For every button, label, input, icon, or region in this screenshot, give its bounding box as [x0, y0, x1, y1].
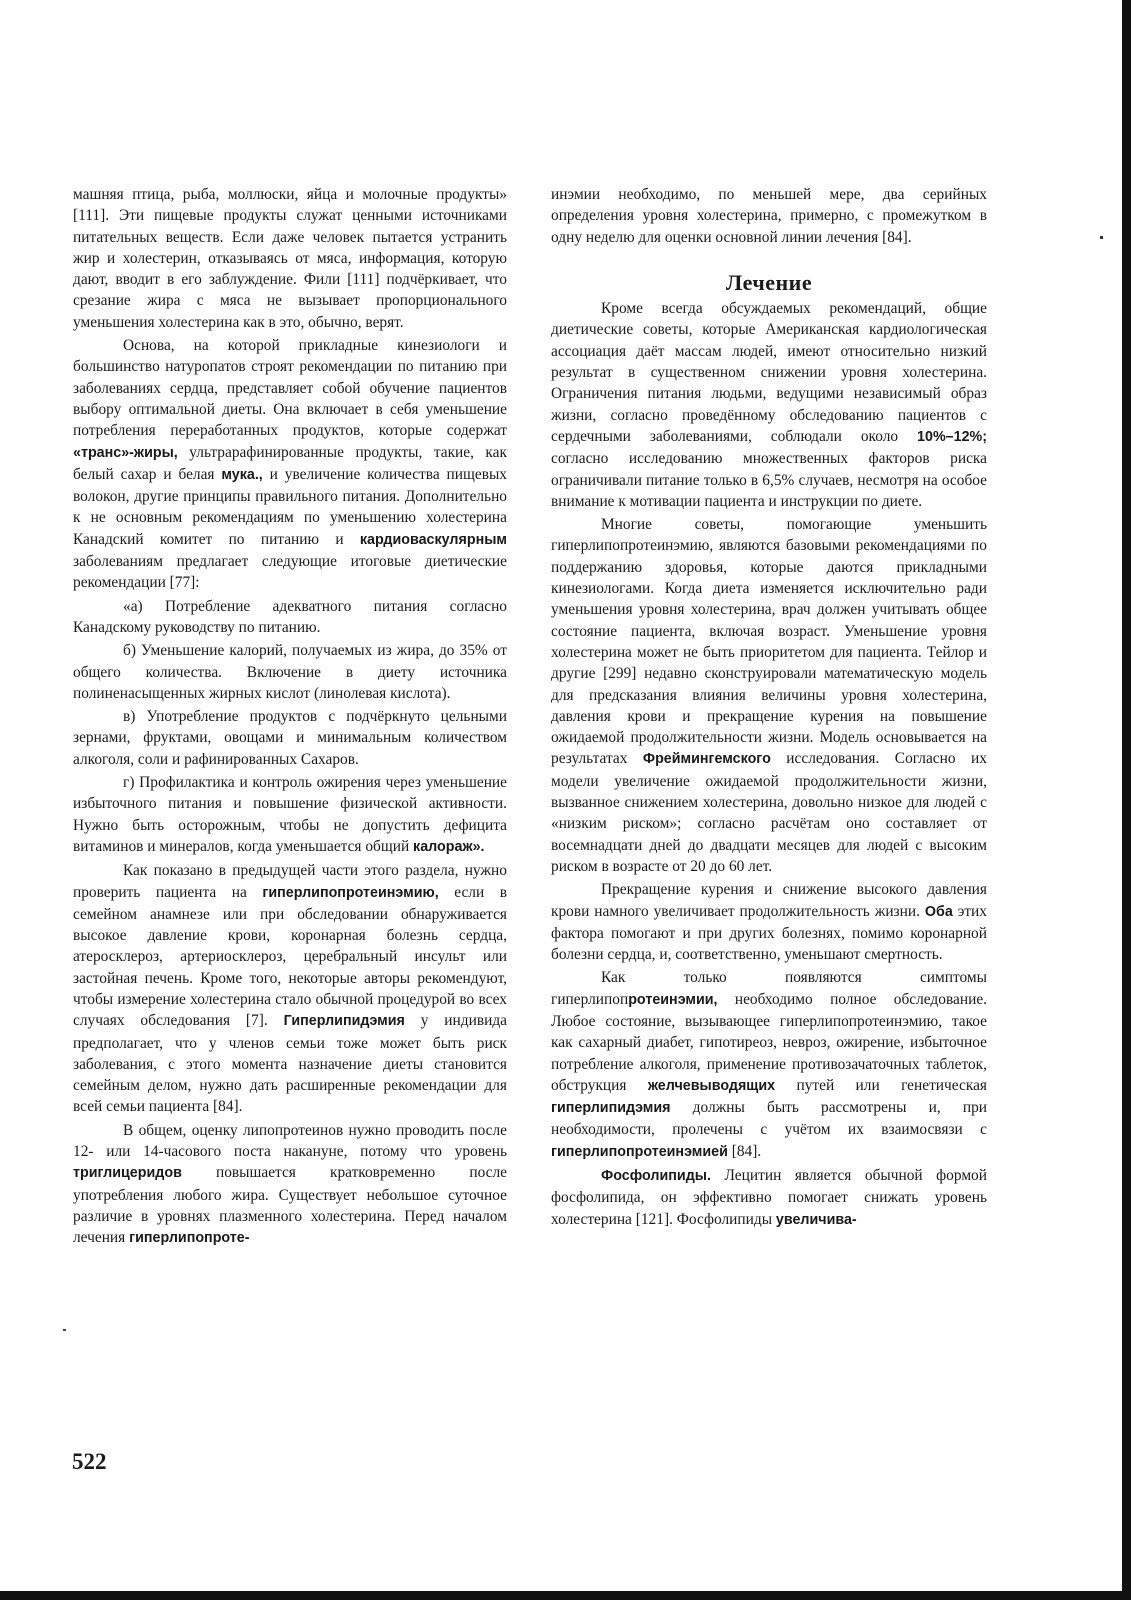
bold-term: гиперлипидэмия [551, 1100, 671, 1117]
text-run: повышается кратковременно после употребления любого жира. Существует небольшое суточное различие в уровнях плазменного холестерина. Перед началом лечения [73, 1164, 507, 1247]
text-run: «а) Потребление адекватного питания согласно Канадскому руководству по питанию. [73, 597, 507, 636]
text-run: машняя птица, рыба, моллюски, яйца и молочные продукты» [111]. Эти пищевые продукты служат ценными источниками питательных веществ. Если даже человек пытается устранить жир и холестерин, отказываясь от мяса, информация, которую дают, вводит в его заблуждение. Фили [111] подчёркивает, что срезание жира с мяса не вызывает пропорционального уменьшения холестерина как в это, обычно, верят. [73, 186, 507, 331]
text-run: этих фактора помогают и при других болезнях, помимо коронарной болезни сердца, и, соответственно, уменьшают смертность. [551, 902, 987, 964]
text-run: необходимо полное обследование. Любое состояние, вызывающее гиперлипопротеинэмию, такое как сахарный диабет, гипотиреоз, невроз, ожирение, избыточное потребление алкоголя, применение противозачаточных таблеток, обструкция [551, 990, 987, 1094]
paragraph [551, 879, 987, 965]
text-run: в) Употребление продуктов с подчёркнуто цельными зернами, фруктами, овощами и минимальным количеством алкоголя, соли и рафинированных Сахаров. [73, 708, 507, 768]
section-title: Лечение [725, 269, 813, 295]
text-run: Кроме всегда обсуждаемых рекомендаций, общие диетические советы, которые Американская кардиологическая ассоциация даёт массам людей, имеют относительно низкий результат в существенном снижении уровня холестерина. Ограничения питания людьми, ведущими независимый образ жизни, согласно проведённому обследованию пациентов с сердечными заболеваниями, соблюдали около [551, 300, 987, 445]
text-run: заболеваниям предлагает следующие итоговые диетические рекомендации [77]: [73, 553, 507, 592]
text-run: Как только появляются симптомы гиперлипоп [551, 969, 987, 1008]
text-run: В общем, оценку липопротеинов нужно проводить после 12- или 14-часового поста накануне, потому что уровень [73, 1121, 507, 1161]
paragraph [73, 860, 507, 1118]
list-item [73, 706, 507, 770]
bold-term: ротеинэмии, [628, 991, 718, 1008]
scan-speck [1100, 236, 1103, 239]
text-run: путей или генетическая [775, 1076, 987, 1094]
scan-edge-right [1122, 0, 1131, 1600]
paragraph [551, 298, 987, 512]
bold-term: калораж». [413, 838, 485, 855]
left-column [73, 184, 507, 1252]
text-run: должны быть рассмотрены и, при необходимости, пролечены с учётом их взаимосвязи с [551, 1099, 987, 1139]
bold-term: Фреймингемского [642, 751, 771, 768]
bold-term: кардиоваскулярным [359, 531, 507, 548]
bold-term: 10%–12%; [917, 428, 987, 445]
paragraph [73, 335, 507, 594]
paragraph [551, 1165, 987, 1231]
bold-term: «транс»-жиры, [73, 444, 178, 461]
bold-term: мука., [221, 466, 263, 483]
bold-term: гиперлипопротеинэмию, [262, 884, 439, 901]
list-item [73, 596, 507, 639]
list-item [73, 772, 507, 858]
text-run: Многие советы, помогающие уменьшить гиперлипопротеинэмию, являются базовыми рекомендациями по поддержанию здоровья, которые даются прикладными кинезиологами. Когда диета изменяется исключительно ради уменьшения уровня холестерина, врач должен учитывать общее состояние пациента, включая возраст. Уменьшение уровня холестерина может не быть приоритетом для пациента. Тейлор и другие [299] недавно сконструировали математическую модель для предсказания влияния величины уровня холестерина, давления крови и прекращение курения на повышение ожидаемой продолжительности жизни. Модель основывается на результатах [551, 516, 987, 768]
bold-term: гиперлипопроте- [129, 1230, 250, 1247]
page-number: 522 [72, 1449, 107, 1474]
bold-term: увеличива- [775, 1211, 857, 1228]
right-column [551, 184, 987, 1233]
text-run: г) Профилактика и контроль ожирения через уменьшение избыточного питания и повышение физической активности. Нужно быть осторожным, чтобы не допустить дефицита витаминов и минералов, когда уменьшается общий [73, 774, 507, 855]
text-run: у индивида предполагает, что у членов семьи тоже может быть риск заболевания, с этого момента назначение диеты становится семейным делом, нужно дать расширенные рекомендации для всей семьи пациента [84]. [73, 1012, 507, 1116]
bold-term: Оба [924, 903, 953, 920]
text-run: Основа, на которой прикладные кинезиологи и большинство натуропатов строят рекомендации по питанию при заболеваниях сердца, представляет собой обучение пациентов выбору оптимальной диеты. Она включает в себя уменьшение потребления переработанных продуктов, которые содержат [73, 337, 507, 440]
bold-term: Гиперлипидэмия [283, 1013, 405, 1030]
paragraph [551, 184, 987, 248]
paragraph [551, 514, 987, 877]
text-run: исследования. Согласно их модели увеличение ожидаемой продолжительности жизни, вызванное снижением холестерина, довольно низкое для людей с «низким риском»; согласно расчётам оно составляет от восемнадцати дней до двадцати месяцев для людей с высоким риском в возрасте от 20 до 60 лет. [551, 750, 987, 875]
paragraph [551, 967, 987, 1163]
list-item [73, 640, 507, 704]
scan-edge-bottom [0, 1591, 1131, 1600]
bold-term: Фосфолипиды. [601, 1168, 711, 1185]
text-run: и увеличение количества пищевых волокон, другие принципы правильного питания. Дополнительно к не основным рекомендациям по уменьшению холестерина Канадский комитет по питанию и [73, 465, 507, 548]
text-run: ультрарафинированные продукты, такие, как белый сахар и белая [73, 443, 507, 483]
text-run: Лецитин является обычной формой фосфолипида, он эффективно помогает снижать уровень холестерина [121]. Фосфолипиды [551, 1167, 987, 1228]
bold-term: желчевыводящих [647, 1077, 776, 1094]
text-run: б) Уменьшение калорий, получаемых из жира, до 35% от общего количества. Включение в диету источника полиненасыщенных жирных кислот (линолевая кислота). [73, 642, 507, 702]
paragraph [73, 1120, 507, 1250]
text-run: Прекращение курения и снижение высокого давления крови намного увеличивает продолжительность жизни. [551, 881, 987, 920]
text-run: инэмии необходимо, по меньшей мере, два серийных определения уровня холестерина, примерно, с промежутком в одну неделю для оценки основной линии лечения [84]. [551, 186, 987, 246]
text-run: согласно исследованию множественных факторов риска ограничивали питание только в 6,5% случаев, несмотря на особое внимание к мотивации пациента и инструкции по диете. [551, 450, 987, 510]
text-run: если в семейном анамнезе или при обследовании обнаруживается высокое давление крови, коронарная болезнь сердца, атеросклероз, артериосклероз, церебральный инсульт или застойная печень. Кроме того, некоторые авторы рекомендуют, чтобы измерение холестерина стало обычной процедурой во всех случаях обследования [7]. [73, 883, 507, 1030]
bold-term: гиперлипопротеинэмией [551, 1143, 728, 1160]
text-run: [84]. [727, 1142, 762, 1160]
scan-speck [63, 1329, 66, 1331]
text-run: Как показано в предыдущей части этого раздела, нужно проверить пациента на [73, 862, 507, 901]
bold-term: триглицеридов [73, 1165, 182, 1182]
paragraph [73, 184, 507, 333]
